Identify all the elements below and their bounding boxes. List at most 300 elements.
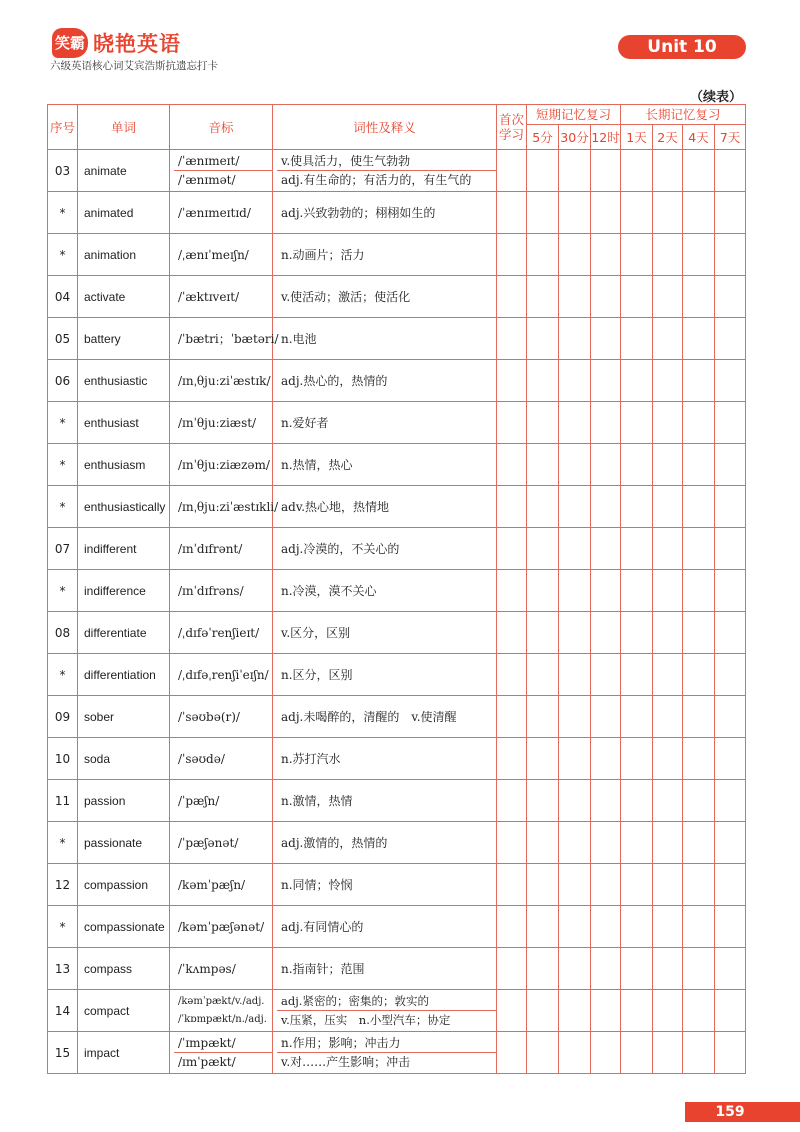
checkin-cell xyxy=(559,822,591,864)
phonetic-line: /ɪnˈθjuːziæzəm/ xyxy=(178,457,270,472)
row-index: * xyxy=(48,234,78,276)
row-index: * xyxy=(48,192,78,234)
checkin-cell xyxy=(683,318,715,360)
definition-line: v.对……产生影响；冲击 xyxy=(277,1052,496,1071)
table-row xyxy=(48,864,746,906)
phonetic-line: /ˈpæʃənət/ xyxy=(178,835,239,850)
checkin-cell xyxy=(653,948,683,990)
phonetic-line: /ɪnˌθjuːziˈæstɪk/ xyxy=(178,373,271,388)
phonetic-line: /ˈsəʊbə(r)/ xyxy=(178,709,240,724)
checkin-cell xyxy=(497,234,527,276)
checkin-cell xyxy=(591,612,621,654)
checkin-cell xyxy=(653,780,683,822)
table-row xyxy=(48,150,746,192)
continued-label: （续表） xyxy=(689,90,742,105)
checkin-cell xyxy=(527,864,559,906)
checkin-cell xyxy=(559,948,591,990)
checkin-cell xyxy=(653,654,683,696)
row-word: enthusiastically xyxy=(78,486,170,528)
row-word: indifferent xyxy=(78,528,170,570)
checkin-cell xyxy=(653,276,683,318)
checkin-cell xyxy=(621,150,653,192)
row-definition xyxy=(273,528,497,570)
checkin-cell xyxy=(653,1032,683,1074)
checkin-cell xyxy=(527,150,559,192)
table-row xyxy=(48,696,746,738)
definition-line: adj.热心的，热情的 xyxy=(281,373,388,388)
row-definition xyxy=(273,234,497,276)
row-index: * xyxy=(48,822,78,864)
checkin-cell xyxy=(715,780,746,822)
checkin-cell xyxy=(591,570,621,612)
row-word: indifference xyxy=(78,570,170,612)
header-5min: 5分 xyxy=(527,125,559,150)
checkin-cell xyxy=(497,360,527,402)
table-row xyxy=(48,402,746,444)
row-phonetic xyxy=(170,192,273,234)
checkin-cell xyxy=(715,906,746,948)
checkin-cell xyxy=(715,990,746,1032)
header-long-term: 长期记忆复习 xyxy=(621,105,746,125)
phonetic-line: /kəmˈpæʃn/ xyxy=(178,877,246,892)
row-definition xyxy=(273,864,497,906)
checkin-cell xyxy=(497,318,527,360)
checkin-cell xyxy=(683,192,715,234)
checkin-cell xyxy=(621,1032,653,1074)
row-word: battery xyxy=(78,318,170,360)
row-phonetic xyxy=(170,1032,273,1074)
checkin-cell xyxy=(653,528,683,570)
checkin-cell xyxy=(683,612,715,654)
checkin-cell xyxy=(683,780,715,822)
row-index: * xyxy=(48,906,78,948)
checkin-cell xyxy=(591,360,621,402)
row-definition xyxy=(273,738,497,780)
phonetic-line: /ˈænɪmət/ xyxy=(174,170,272,189)
phonetic-line: /ɪnˌθjuːziˈæstɪkli/ xyxy=(178,499,279,514)
definition-line: n.激情，热情 xyxy=(281,793,353,808)
row-word: animation xyxy=(78,234,170,276)
phonetic-line: /ˈkʌmpəs/ xyxy=(178,961,236,976)
checkin-cell xyxy=(653,864,683,906)
checkin-cell xyxy=(621,234,653,276)
checkin-cell xyxy=(683,738,715,780)
checkin-cell xyxy=(527,444,559,486)
row-index: 08 xyxy=(48,612,78,654)
row-word: enthusiasm xyxy=(78,444,170,486)
checkin-cell xyxy=(621,990,653,1032)
checkin-cell xyxy=(559,990,591,1032)
checkin-cell xyxy=(559,192,591,234)
checkin-cell xyxy=(621,612,653,654)
checkin-cell xyxy=(527,822,559,864)
row-index: 11 xyxy=(48,780,78,822)
row-definition xyxy=(273,696,497,738)
header-12h: 12时 xyxy=(591,125,621,150)
checkin-cell xyxy=(559,570,591,612)
checkin-cell xyxy=(559,276,591,318)
row-index: 03 xyxy=(48,150,78,192)
definition-line: v.区分，区别 xyxy=(281,625,351,640)
row-definition xyxy=(273,570,497,612)
checkin-cell xyxy=(591,864,621,906)
definition-line: n.冷漠，漠不关心 xyxy=(281,583,377,598)
checkin-cell xyxy=(683,990,715,1032)
checkin-cell xyxy=(653,990,683,1032)
definition-line: n.动画片；活力 xyxy=(281,247,365,262)
definition-line: v.使活动；激活；使活化 xyxy=(281,289,411,304)
checkin-cell xyxy=(497,864,527,906)
phonetic-line: /ɪmˈpækt/ xyxy=(174,1052,272,1071)
unit-label: Unit 10 xyxy=(618,35,746,59)
checkin-cell xyxy=(591,1032,621,1074)
definition-line: v.压紧，压实 n.小型汽车；协定 xyxy=(277,1010,496,1029)
checkin-cell xyxy=(527,654,559,696)
table-row xyxy=(48,906,746,948)
row-phonetic xyxy=(170,612,273,654)
checkin-cell xyxy=(527,570,559,612)
row-index: 10 xyxy=(48,738,78,780)
checkin-cell xyxy=(497,906,527,948)
row-index: * xyxy=(48,570,78,612)
checkin-cell xyxy=(653,738,683,780)
checkin-cell xyxy=(715,822,746,864)
row-phonetic xyxy=(170,444,273,486)
row-word: compassion xyxy=(78,864,170,906)
row-definition xyxy=(273,780,497,822)
definition-line: adj.紧密的；密集的；敦实的 xyxy=(281,994,429,1008)
row-phonetic xyxy=(170,990,273,1032)
checkin-cell xyxy=(591,738,621,780)
checkin-cell xyxy=(527,360,559,402)
definition-line: adj.有生命的；有活力的，有生气的 xyxy=(277,170,496,189)
table-row xyxy=(48,234,746,276)
checkin-cell xyxy=(497,696,527,738)
row-word: animated xyxy=(78,192,170,234)
phonetic-line: /ɪnˈθjuːziæst/ xyxy=(178,415,257,430)
book-subtitle: 六级英语核心词艾宾浩斯抗遗忘打卡 xyxy=(50,60,218,72)
phonetic-line: /kəmˈpæʃənət/ xyxy=(178,919,265,934)
checkin-cell xyxy=(715,654,746,696)
row-index: * xyxy=(48,486,78,528)
checkin-cell xyxy=(559,1032,591,1074)
checkin-cell xyxy=(653,906,683,948)
checkin-cell xyxy=(683,864,715,906)
definition-line: adj.有同情心的 xyxy=(281,919,364,934)
row-phonetic xyxy=(170,528,273,570)
phonetic-line: /ˈæktɪveɪt/ xyxy=(178,289,240,304)
checkin-cell xyxy=(591,444,621,486)
checkin-cell xyxy=(621,906,653,948)
definition-line: n.区分，区别 xyxy=(281,667,353,682)
table-row xyxy=(48,486,746,528)
row-definition xyxy=(273,822,497,864)
checkin-cell xyxy=(715,486,746,528)
checkin-cell xyxy=(527,402,559,444)
checkin-cell xyxy=(591,906,621,948)
row-definition xyxy=(273,906,497,948)
row-word: differentiation xyxy=(78,654,170,696)
row-definition xyxy=(273,990,497,1032)
row-index: 06 xyxy=(48,360,78,402)
header-30min: 30分 xyxy=(559,125,591,150)
definition-line: n.指南针；范围 xyxy=(281,961,365,976)
checkin-cell xyxy=(683,360,715,402)
brand-logo xyxy=(52,28,181,58)
checkin-cell xyxy=(621,486,653,528)
row-definition xyxy=(273,654,497,696)
table-row xyxy=(48,1032,746,1074)
checkin-cell xyxy=(683,276,715,318)
phonetic-line: /ɪnˈdɪfrəns/ xyxy=(178,583,244,598)
row-phonetic xyxy=(170,654,273,696)
checkin-cell xyxy=(497,150,527,192)
checkin-cell xyxy=(591,990,621,1032)
phonetic-line: /ˈbætri；ˈbætəri/ xyxy=(178,331,279,346)
checkin-cell xyxy=(559,738,591,780)
checkin-cell xyxy=(653,402,683,444)
checkin-cell xyxy=(591,822,621,864)
checkin-cell xyxy=(559,486,591,528)
checkin-cell xyxy=(591,192,621,234)
table-row xyxy=(48,780,746,822)
logo-text: 晓艳英语 xyxy=(93,32,181,56)
row-word: animate xyxy=(78,150,170,192)
checkin-cell xyxy=(497,570,527,612)
row-word: soda xyxy=(78,738,170,780)
checkin-cell xyxy=(527,780,559,822)
checkin-cell xyxy=(653,486,683,528)
checkin-cell xyxy=(497,822,527,864)
checkin-cell xyxy=(621,276,653,318)
row-phonetic xyxy=(170,318,279,360)
row-index: 14 xyxy=(48,990,78,1032)
phonetic-line: /ˈkɒmpækt/n./adj. xyxy=(178,1013,267,1025)
table-row xyxy=(48,528,746,570)
row-phonetic xyxy=(170,738,273,780)
checkin-cell xyxy=(559,654,591,696)
row-word: compact xyxy=(78,990,170,1032)
row-word: sober xyxy=(78,696,170,738)
checkin-cell xyxy=(653,234,683,276)
checkin-cell xyxy=(497,612,527,654)
row-definition xyxy=(273,276,497,318)
row-index: 05 xyxy=(48,318,78,360)
checkin-cell xyxy=(497,276,527,318)
checkin-cell xyxy=(497,654,527,696)
logo-badge: 笑霸 xyxy=(52,28,88,58)
checkin-cell xyxy=(715,948,746,990)
checkin-cell xyxy=(653,150,683,192)
row-phonetic xyxy=(170,906,273,948)
checkin-cell xyxy=(497,528,527,570)
table-row xyxy=(48,654,746,696)
checkin-cell xyxy=(621,822,653,864)
table-row xyxy=(48,570,746,612)
checkin-cell xyxy=(497,402,527,444)
checkin-cell xyxy=(715,276,746,318)
checkin-cell xyxy=(497,948,527,990)
checkin-cell xyxy=(683,570,715,612)
checkin-cell xyxy=(497,486,527,528)
header-2day: 2天 xyxy=(653,125,683,150)
checkin-cell xyxy=(683,444,715,486)
checkin-cell xyxy=(621,360,653,402)
row-definition xyxy=(273,612,497,654)
checkin-cell xyxy=(591,780,621,822)
checkin-cell xyxy=(715,360,746,402)
definition-line: n.作用；影响；冲击力 xyxy=(281,1036,401,1050)
header-first-study: 首次学习 xyxy=(497,105,527,150)
checkin-cell xyxy=(559,444,591,486)
checkin-cell xyxy=(591,402,621,444)
checkin-cell xyxy=(683,906,715,948)
checkin-cell xyxy=(591,654,621,696)
checkin-cell xyxy=(653,360,683,402)
checkin-cell xyxy=(683,1032,715,1074)
header-short-term: 短期记忆复习 xyxy=(527,105,621,125)
checkin-cell xyxy=(653,612,683,654)
checkin-cell xyxy=(527,906,559,948)
row-index: 13 xyxy=(48,948,78,990)
checkin-cell xyxy=(621,444,653,486)
row-phonetic xyxy=(170,948,273,990)
row-word: compass xyxy=(78,948,170,990)
checkin-cell xyxy=(621,318,653,360)
header-word: 单词 xyxy=(78,105,170,150)
checkin-cell xyxy=(621,402,653,444)
definition-line: adj.兴致勃勃的；栩栩如生的 xyxy=(281,205,436,220)
header-phonetic: 音标 xyxy=(170,105,273,150)
checkin-cell xyxy=(683,150,715,192)
phonetic-line: /ˈɪmpækt/ xyxy=(178,1036,236,1050)
table-row xyxy=(48,738,746,780)
row-phonetic xyxy=(170,234,273,276)
row-definition xyxy=(273,1032,497,1074)
checkin-cell xyxy=(715,234,746,276)
header-index: 序号 xyxy=(48,105,78,150)
row-definition xyxy=(273,444,497,486)
checkin-cell xyxy=(527,612,559,654)
checkin-cell xyxy=(527,948,559,990)
checkin-cell xyxy=(527,318,559,360)
checkin-cell xyxy=(621,696,653,738)
checkin-cell xyxy=(715,192,746,234)
checkin-cell xyxy=(527,528,559,570)
definition-line: v.使具活力，使生气勃勃 xyxy=(281,154,411,168)
checkin-cell xyxy=(653,570,683,612)
checkin-cell xyxy=(527,696,559,738)
phonetic-line: /ˈænɪmeɪtɪd/ xyxy=(178,205,251,220)
checkin-cell xyxy=(591,696,621,738)
checkin-cell xyxy=(715,528,746,570)
table-row xyxy=(48,990,746,1032)
row-definition xyxy=(273,318,497,360)
phonetic-line: /ˈænɪmeɪt/ xyxy=(178,154,240,168)
phonetic-line: /kəmˈpækt/v./adj. xyxy=(178,995,265,1007)
phonetic-line: /ˌdɪfəˌrenʃiˈeɪʃn/ xyxy=(178,667,269,682)
checkin-cell xyxy=(497,780,527,822)
checkin-cell xyxy=(559,528,591,570)
checkin-cell xyxy=(715,864,746,906)
checkin-cell xyxy=(497,738,527,780)
row-definition xyxy=(273,486,497,528)
checkin-cell xyxy=(497,990,527,1032)
row-phonetic xyxy=(170,780,273,822)
checkin-cell xyxy=(527,234,559,276)
page-number: 159 xyxy=(685,1102,775,1122)
row-definition xyxy=(273,360,497,402)
row-phonetic xyxy=(170,276,273,318)
definition-line: adj.冷漠的，不关心的 xyxy=(281,541,400,556)
checkin-cell xyxy=(527,1032,559,1074)
row-index: 04 xyxy=(48,276,78,318)
checkin-cell xyxy=(559,150,591,192)
row-word: differentiate xyxy=(78,612,170,654)
row-definition xyxy=(273,150,497,192)
table-row xyxy=(48,276,746,318)
definition-line: adv.热心地，热情地 xyxy=(281,499,390,514)
checkin-cell xyxy=(715,696,746,738)
checkin-cell xyxy=(497,192,527,234)
checkin-cell xyxy=(653,444,683,486)
definition-line: n.同情；怜悯 xyxy=(281,877,353,892)
definition-line: n.电池 xyxy=(281,331,317,346)
phonetic-line: /ˈsəʊdə/ xyxy=(178,751,225,766)
table-row xyxy=(48,318,746,360)
checkin-cell xyxy=(653,318,683,360)
row-definition xyxy=(273,948,497,990)
checkin-cell xyxy=(559,780,591,822)
row-index: 09 xyxy=(48,696,78,738)
row-definition xyxy=(273,402,497,444)
row-index: * xyxy=(48,402,78,444)
checkin-cell xyxy=(559,906,591,948)
checkin-cell xyxy=(683,696,715,738)
checkin-cell xyxy=(591,948,621,990)
table-header xyxy=(48,105,746,150)
checkin-cell xyxy=(591,234,621,276)
checkin-cell xyxy=(621,192,653,234)
table-row xyxy=(48,192,746,234)
row-index: 12 xyxy=(48,864,78,906)
checkin-cell xyxy=(527,738,559,780)
checkin-cell xyxy=(683,822,715,864)
checkin-cell xyxy=(683,528,715,570)
checkin-cell xyxy=(527,990,559,1032)
definition-line: n.苏打汽水 xyxy=(281,751,341,766)
row-phonetic xyxy=(170,696,273,738)
checkin-cell xyxy=(591,486,621,528)
definition-line: adj.未喝醉的，清醒的 v.使清醒 xyxy=(281,709,457,724)
checkin-cell xyxy=(715,318,746,360)
table-row xyxy=(48,360,746,402)
row-phonetic xyxy=(170,402,273,444)
checkin-cell xyxy=(591,150,621,192)
checkin-cell xyxy=(715,1032,746,1074)
checkin-cell xyxy=(497,444,527,486)
checkin-cell xyxy=(591,528,621,570)
header-definition: 词性及释义 xyxy=(273,105,497,150)
checkin-cell xyxy=(653,822,683,864)
checkin-cell xyxy=(559,234,591,276)
checkin-cell xyxy=(527,192,559,234)
phonetic-line: /ˈpæʃn/ xyxy=(178,793,220,808)
checkin-cell xyxy=(559,612,591,654)
row-word: compassionate xyxy=(78,906,170,948)
row-word: enthusiastic xyxy=(78,360,170,402)
header-7day: 7天 xyxy=(715,125,746,150)
